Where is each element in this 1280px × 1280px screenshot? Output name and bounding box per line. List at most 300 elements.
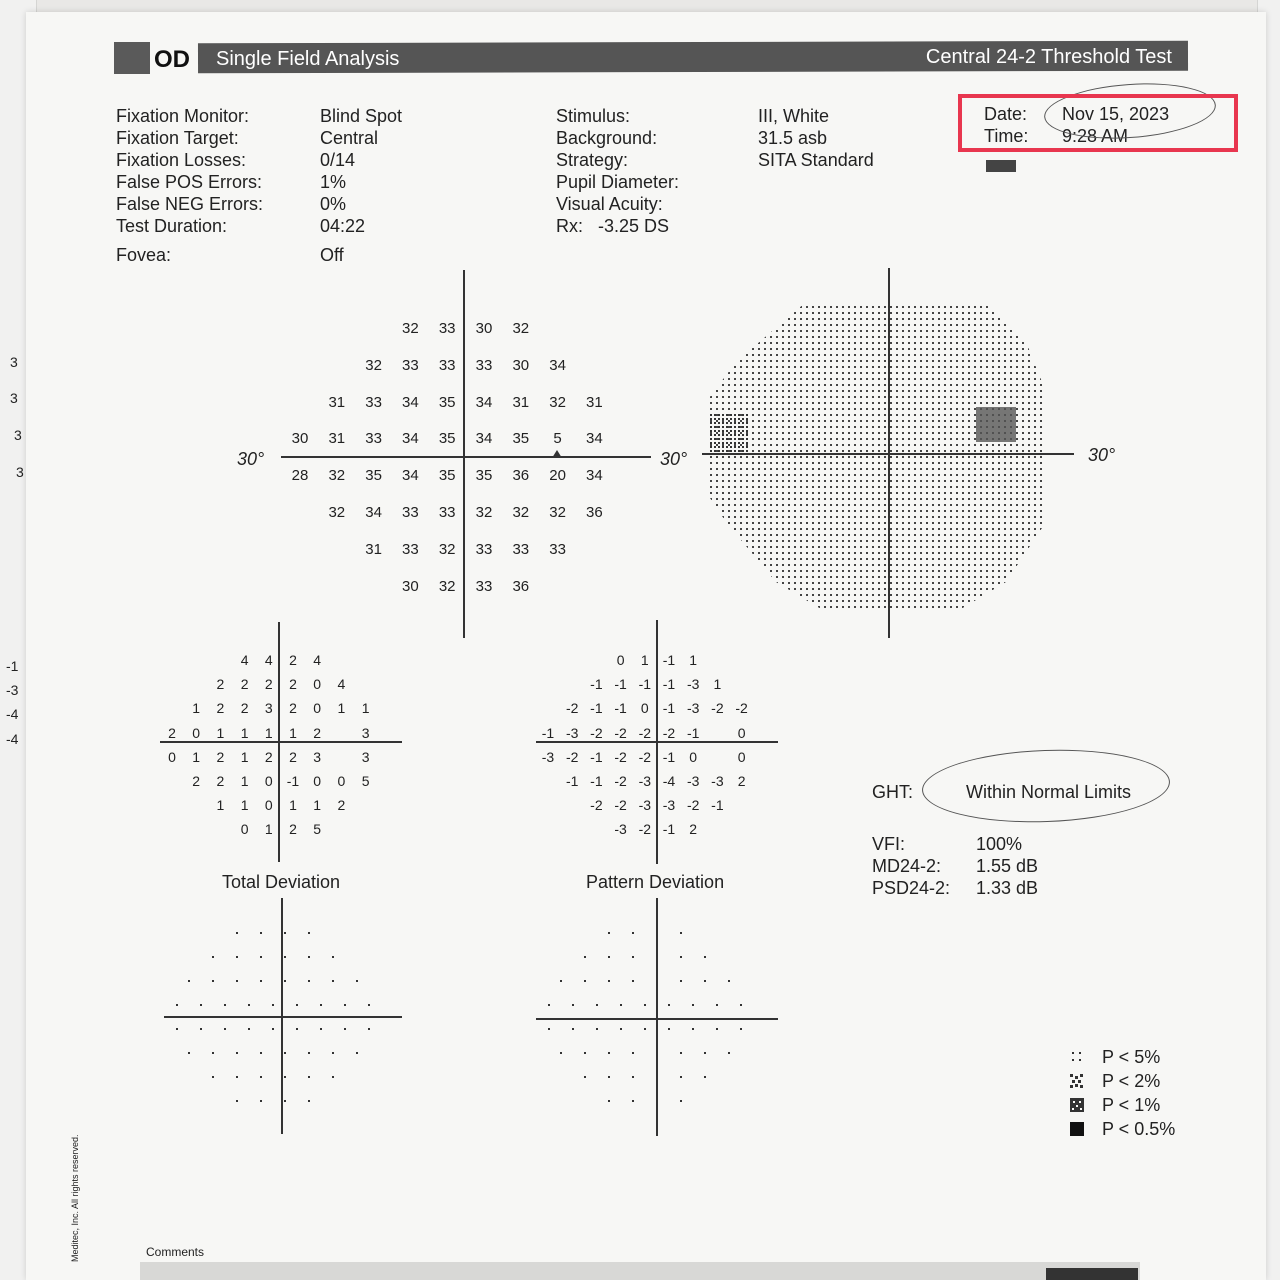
index-value: 100% xyxy=(976,834,1023,854)
pattern-deviation-value: -1 xyxy=(614,700,627,717)
threshold-value: 34 xyxy=(402,467,419,485)
param-value: III, White xyxy=(758,106,830,126)
margin-number: -4 xyxy=(6,731,19,747)
pattern-deviation-dot xyxy=(704,980,706,982)
pattern-deviation-value: -1 xyxy=(662,821,676,838)
threshold-value: 35 xyxy=(475,467,493,485)
total-deviation-dot xyxy=(224,1004,226,1006)
pattern-deviation-value: -3 xyxy=(638,773,652,789)
total-deviation-value: 2 xyxy=(313,724,322,741)
total-deviation-dot xyxy=(308,932,310,934)
threshold-value: 36 xyxy=(512,467,530,485)
total-deviation-dot xyxy=(356,1052,358,1054)
total-deviation-value: 2 xyxy=(240,676,249,693)
threshold-value: 35 xyxy=(438,393,456,411)
total-deviation-value: 1 xyxy=(216,797,225,814)
pattern-deviation-dot xyxy=(620,1028,622,1030)
total-deviation-value: 2 xyxy=(192,773,201,789)
total-deviation-value: 1 xyxy=(289,797,297,814)
total-deviation-dot xyxy=(368,1004,370,1006)
pattern-deviation-value: 0 xyxy=(689,748,698,765)
pattern-deviation-dot xyxy=(728,1052,730,1054)
threshold-value: 31 xyxy=(365,540,382,558)
pattern-deviation-dot xyxy=(656,1100,658,1102)
total-deviation-value: 0 xyxy=(264,797,273,814)
total-deviation-dot xyxy=(212,1076,214,1078)
param-label: Fixation Target: xyxy=(116,128,239,148)
total-deviation-value: 2 xyxy=(216,773,225,789)
ink-mark xyxy=(986,160,1016,172)
pattern-deviation-value: -2 xyxy=(638,724,652,741)
pattern-deviation-dot xyxy=(548,1004,550,1006)
p2-symbol xyxy=(1070,1074,1084,1088)
pattern-deviation-dot xyxy=(632,1100,634,1102)
total-deviation-dot xyxy=(272,1028,274,1030)
time-value: 9:28 AM xyxy=(1062,126,1129,146)
threshold-value: 31 xyxy=(512,393,530,411)
total-deviation-dot xyxy=(344,1028,346,1030)
param-label: Pupil Diameter: xyxy=(556,172,680,192)
pattern-deviation-dot xyxy=(740,1004,742,1006)
total-deviation-value: 1 xyxy=(240,724,249,741)
total-deviation-dot xyxy=(176,1028,178,1030)
pattern-deviation-dot xyxy=(656,956,658,958)
legend-p5: P < 5% xyxy=(1102,1047,1161,1067)
total-deviation-dot xyxy=(212,980,214,982)
ght-value: Within Normal Limits xyxy=(966,782,1132,802)
total-deviation-value: 2 xyxy=(168,724,176,741)
total-deviation-value: 1 xyxy=(313,797,322,814)
threshold-value: 32 xyxy=(549,393,566,411)
threshold-value: 34 xyxy=(475,430,493,448)
pattern-deviation-dot xyxy=(632,956,634,958)
total-deviation-dot xyxy=(344,1004,346,1006)
threshold-value: 32 xyxy=(402,320,419,337)
total-deviation-dot xyxy=(332,1076,334,1078)
pattern-deviation-dot xyxy=(560,1052,562,1054)
param-value: Central xyxy=(320,128,379,148)
total-deviation-dot xyxy=(284,1100,286,1102)
margin-number: 3 xyxy=(10,390,18,406)
total-deviation-dot xyxy=(236,956,238,958)
margin-number: 3 xyxy=(10,354,18,370)
total-deviation-dot xyxy=(176,1004,178,1006)
threshold-value: 32 xyxy=(512,504,530,521)
threshold-value: 35 xyxy=(365,467,382,485)
pattern-deviation-dot xyxy=(572,1028,574,1030)
total-deviation-value: 1 xyxy=(361,700,370,717)
total-deviation-value: 1 xyxy=(264,821,273,838)
vertical-axis xyxy=(463,270,465,638)
total-deviation-dot xyxy=(248,1004,250,1006)
pattern-deviation-value: -3 xyxy=(686,773,700,789)
total-deviation-value: 3 xyxy=(313,748,322,765)
threshold-value: 5 xyxy=(553,430,562,448)
pattern-deviation-dot xyxy=(716,1004,718,1006)
prob-horizontal-axis xyxy=(164,1016,402,1018)
pattern-deviation-value: -1 xyxy=(590,676,603,693)
threshold-value: 32 xyxy=(475,504,493,521)
blind-spot-marker xyxy=(552,450,562,458)
total-deviation-value: 0 xyxy=(337,773,346,789)
total-deviation-dot xyxy=(332,956,334,958)
threshold-value: 32 xyxy=(328,504,346,521)
threshold-value: 36 xyxy=(512,577,530,595)
pattern-deviation-value: -3 xyxy=(541,748,555,765)
pattern-deviation-value: -2 xyxy=(590,797,603,814)
threshold-value: 30 xyxy=(402,577,419,595)
total-deviation-dot xyxy=(236,980,238,982)
total-deviation-dot xyxy=(272,1004,274,1006)
ght-label: GHT: xyxy=(872,782,914,802)
total-deviation-dot xyxy=(260,1076,262,1078)
margin-number: 3 xyxy=(16,464,24,480)
param-label: Fovea: xyxy=(116,245,172,265)
pattern-deviation-dot xyxy=(680,980,682,982)
total-deviation-dot xyxy=(188,1052,190,1054)
total-deviation-value: 0 xyxy=(313,676,322,693)
pattern-deviation-dot xyxy=(728,980,730,982)
param-label: False NEG Errors: xyxy=(116,194,264,214)
threshold-value: 34 xyxy=(586,467,603,485)
comments-box xyxy=(140,1262,1140,1280)
grayscale-field xyxy=(706,302,1046,612)
pattern-deviation-dot xyxy=(656,1052,658,1054)
total-deviation-value: 4 xyxy=(264,652,273,668)
threshold-value: 31 xyxy=(328,393,346,411)
pattern-deviation-dot xyxy=(608,1052,610,1054)
param-label: Strategy: xyxy=(556,150,629,170)
grayscale-svg xyxy=(686,282,1086,642)
comments-label: Comments xyxy=(146,1245,205,1259)
horizontal-axis xyxy=(160,741,402,743)
threshold-value: 30 xyxy=(512,356,530,374)
threshold-value: 35 xyxy=(438,430,456,448)
pattern-deviation-value: -1 xyxy=(565,773,579,789)
pattern-deviation-value: -4 xyxy=(662,773,676,789)
total-deviation-value: 0 xyxy=(192,724,201,741)
total-deviation-dot xyxy=(284,1052,286,1054)
param-label: False POS Errors: xyxy=(116,172,263,192)
threshold-value: 33 xyxy=(475,577,493,595)
total-deviation-dot xyxy=(200,1028,202,1030)
threshold-value: 34 xyxy=(586,430,603,448)
total-deviation-dot xyxy=(236,932,238,934)
pattern-deviation-dot xyxy=(740,1028,742,1030)
param-label: Test Duration: xyxy=(116,216,228,236)
threshold-value: 34 xyxy=(365,504,382,521)
pattern-deviation-dot xyxy=(584,1076,586,1078)
axis-label-left: 30° xyxy=(660,449,688,469)
pattern-deviation-value: 2 xyxy=(737,773,746,789)
pattern-deviation-value: -2 xyxy=(565,700,579,717)
pattern-deviation-value: 0 xyxy=(737,724,746,741)
pattern-deviation-value: -1 xyxy=(662,748,676,765)
threshold-value: 30 xyxy=(291,430,309,448)
pattern-deviation-value: 1 xyxy=(713,676,722,693)
total-deviation-value: 2 xyxy=(216,748,225,765)
total-deviation-value: 0 xyxy=(264,773,273,789)
pattern-deviation-value: -2 xyxy=(711,700,724,717)
pattern-deviation-value: -3 xyxy=(711,773,724,789)
threshold-value: 32 xyxy=(438,540,456,558)
pattern-deviation-value: -2 xyxy=(565,748,579,765)
pattern-deviation-value: -1 xyxy=(638,676,652,693)
total-deviation-value: 1 xyxy=(240,797,249,814)
pattern-deviation-dot xyxy=(644,1004,646,1006)
pattern-deviation-value: -1 xyxy=(590,748,603,765)
total-deviation-title: Total Deviation xyxy=(222,872,341,892)
total-deviation-value: 5 xyxy=(361,773,370,789)
pattern-deviation-dot xyxy=(692,1004,694,1006)
pattern-deviation-dot xyxy=(596,1028,598,1030)
pattern-deviation-dot xyxy=(584,1052,586,1054)
total-deviation-dot xyxy=(284,956,286,958)
threshold-value: 33 xyxy=(475,540,493,558)
pattern-deviation-value: -2 xyxy=(735,700,748,717)
threshold-value: 34 xyxy=(475,393,493,411)
pattern-deviation-dot xyxy=(680,1052,682,1054)
total-deviation-dot xyxy=(320,1028,322,1030)
pattern-deviation-dot xyxy=(656,1076,658,1078)
pattern-deviation-dot xyxy=(620,1004,622,1006)
total-deviation-dot xyxy=(332,980,334,982)
param-value: Blind Spot xyxy=(320,106,403,126)
threshold-value: 35 xyxy=(438,467,456,485)
total-deviation-dot xyxy=(260,980,262,982)
pattern-deviation-value: -1 xyxy=(590,773,603,789)
param-label: Stimulus: xyxy=(556,106,631,126)
pattern-deviation-dot xyxy=(548,1028,550,1030)
pattern-deviation-value: -3 xyxy=(686,700,700,717)
total-deviation-value: 2 xyxy=(337,797,346,814)
pattern-deviation-value: -3 xyxy=(565,724,579,741)
pattern-deviation-dot xyxy=(704,1076,706,1078)
total-deviation-dot xyxy=(260,956,262,958)
total-deviation-value: 2 xyxy=(216,700,225,717)
total-deviation-dot xyxy=(308,980,310,982)
pattern-deviation-dot xyxy=(680,1076,682,1078)
total-deviation-dot xyxy=(188,980,190,982)
threshold-value: 33 xyxy=(438,320,456,337)
pattern-deviation-value: -1 xyxy=(686,724,700,741)
pattern-deviation-value: -2 xyxy=(614,748,627,765)
threshold-value: 33 xyxy=(438,356,456,374)
pattern-deviation-value: -2 xyxy=(614,724,627,741)
axis-label-30: 30° xyxy=(237,449,265,469)
axis-label-right: 30° xyxy=(1088,445,1116,465)
pattern-deviation-value: -2 xyxy=(638,748,652,765)
threshold-value: 32 xyxy=(512,320,530,337)
total-deviation-value: 2 xyxy=(289,652,297,668)
legend-p2: P < 2% xyxy=(1102,1071,1161,1091)
pattern-deviation-dot xyxy=(632,932,634,934)
total-deviation-value: 4 xyxy=(240,652,249,668)
legend-p1: P < 1% xyxy=(1102,1095,1161,1115)
threshold-value: 32 xyxy=(328,467,346,485)
index-label: PSD24-2: xyxy=(872,878,951,898)
total-deviation-value: 3 xyxy=(361,748,370,765)
pattern-deviation-dot xyxy=(692,1028,694,1030)
pattern-deviation-value: 0 xyxy=(737,748,746,765)
param-value: -3.25 DS xyxy=(598,216,670,236)
pattern-deviation-value: 2 xyxy=(689,821,698,838)
index-value: 1.55 dB xyxy=(976,856,1039,876)
param-value: SITA Standard xyxy=(758,150,874,170)
pattern-deviation-value: -2 xyxy=(638,821,652,838)
total-deviation-dot xyxy=(284,1076,286,1078)
threshold-value: 32 xyxy=(438,577,456,595)
total-deviation-dot xyxy=(332,1052,334,1054)
total-deviation-value: 0 xyxy=(168,748,176,765)
threshold-value: 34 xyxy=(402,430,419,448)
param-value: 04:22 xyxy=(320,216,366,236)
pattern-deviation-dot xyxy=(608,1076,610,1078)
total-deviation-dot xyxy=(296,1028,298,1030)
footer-bar xyxy=(1046,1268,1138,1280)
pattern-deviation-value: -1 xyxy=(614,676,627,693)
threshold-value: 33 xyxy=(549,540,566,558)
pattern-deviation-dot xyxy=(632,1076,634,1078)
pattern-deviation-dot xyxy=(656,980,658,982)
total-deviation-dot xyxy=(356,980,358,982)
total-deviation-value: -1 xyxy=(286,773,300,789)
total-deviation-value: 2 xyxy=(264,748,273,765)
total-deviation-value: 4 xyxy=(337,676,346,693)
pattern-deviation-dot xyxy=(656,932,658,934)
total-deviation-value: 2 xyxy=(240,700,249,717)
total-deviation-dot xyxy=(308,1100,310,1102)
param-label: Fixation Monitor: xyxy=(116,106,250,126)
threshold-value: 33 xyxy=(512,540,530,558)
total-deviation-value: 1 xyxy=(240,748,249,765)
threshold-value: 31 xyxy=(586,393,603,411)
total-deviation-value: 0 xyxy=(313,773,322,789)
total-deviation-dot xyxy=(284,932,286,934)
param-label: Visual Acuity: xyxy=(556,194,663,214)
param-value: 1% xyxy=(320,172,347,192)
threshold-value: 32 xyxy=(549,504,566,521)
pattern-deviation-dot xyxy=(608,932,610,934)
horizontal-axis xyxy=(702,453,1074,455)
total-deviation-dot xyxy=(308,1076,310,1078)
p5-symbol xyxy=(1070,1050,1084,1064)
total-deviation-value: 2 xyxy=(289,676,297,693)
threshold-value: 33 xyxy=(365,430,382,448)
pattern-deviation-value: -3 xyxy=(614,821,627,838)
pattern-deviation-dot xyxy=(704,956,706,958)
pattern-deviation-dot xyxy=(704,1052,706,1054)
pattern-deviation-dot xyxy=(680,1100,682,1102)
total-deviation-value: 2 xyxy=(264,676,273,693)
highlight-box xyxy=(958,94,1238,152)
pattern-deviation-dot xyxy=(668,1028,670,1030)
index-label: VFI: xyxy=(872,834,906,854)
pattern-deviation-value: 0 xyxy=(640,700,649,717)
p1-symbol xyxy=(1070,1098,1084,1112)
pattern-deviation-dot xyxy=(584,980,586,982)
p05-symbol xyxy=(1070,1122,1084,1136)
pattern-deviation-dot xyxy=(632,1052,634,1054)
pattern-deviation-value: -1 xyxy=(541,724,555,741)
pattern-deviation-value: -3 xyxy=(638,797,652,814)
prob-horizontal-axis xyxy=(536,1018,778,1020)
date-label: Date: xyxy=(984,104,1028,124)
copyright-text: Meditec, Inc. All rights reserved. xyxy=(70,1134,80,1262)
pattern-deviation-dot xyxy=(596,1004,598,1006)
total-deviation-dot xyxy=(236,1100,238,1102)
total-deviation-value: 2 xyxy=(289,700,297,717)
param-label: Fixation Losses: xyxy=(116,150,247,170)
total-deviation-dot xyxy=(248,1028,250,1030)
threshold-value: 31 xyxy=(328,430,346,448)
pattern-deviation-dot xyxy=(644,1028,646,1030)
total-deviation-value: 1 xyxy=(337,700,346,717)
pattern-deviation-value: 1 xyxy=(640,652,649,668)
threshold-value: 20 xyxy=(549,467,566,485)
total-deviation-value: 0 xyxy=(240,821,249,838)
legend-p05: P < 0.5% xyxy=(1102,1119,1176,1139)
date-value: Nov 15, 2023 xyxy=(1062,104,1170,124)
pattern-deviation-value: 1 xyxy=(689,652,698,668)
param-value: Off xyxy=(320,245,344,265)
param-label: Rx: xyxy=(556,216,583,236)
pattern-deviation-dot xyxy=(680,932,682,934)
total-deviation-dot xyxy=(212,1052,214,1054)
horizontal-axis xyxy=(281,456,651,458)
threshold-value: 36 xyxy=(586,504,603,521)
pattern-deviation-value: -2 xyxy=(686,797,700,814)
total-deviation-dot xyxy=(260,932,262,934)
param-value: 31.5 asb xyxy=(758,128,828,148)
param-value: 0/14 xyxy=(320,150,356,170)
total-deviation-dot xyxy=(236,1076,238,1078)
total-deviation-value: 2 xyxy=(289,748,297,765)
pattern-deviation-dot xyxy=(632,980,634,982)
eye-label: OD xyxy=(154,46,190,73)
total-deviation-dot xyxy=(224,1028,226,1030)
margin-number: -3 xyxy=(6,682,19,698)
test-name: Central 24-2 Threshold Test xyxy=(925,46,1172,68)
pattern-deviation-dot xyxy=(608,956,610,958)
total-deviation-dot xyxy=(308,956,310,958)
report-page xyxy=(26,12,1266,1280)
total-deviation-value: 3 xyxy=(264,700,273,717)
pattern-deviation-dot xyxy=(584,956,586,958)
pattern-deviation-dot xyxy=(608,980,610,982)
pattern-deviation-value: -1 xyxy=(662,652,676,668)
blind-spot-shading xyxy=(976,407,1016,442)
pattern-deviation-dot xyxy=(560,980,562,982)
total-deviation-value: 3 xyxy=(361,724,370,741)
param-value: 0% xyxy=(320,194,347,214)
pattern-deviation-value: -2 xyxy=(614,797,627,814)
total-deviation-value: 1 xyxy=(240,773,249,789)
total-deviation-value: 5 xyxy=(313,821,322,838)
horizontal-axis xyxy=(536,741,778,743)
margin-number: -4 xyxy=(6,706,19,722)
total-deviation-value: 2 xyxy=(216,676,225,693)
pattern-deviation-dot xyxy=(572,1004,574,1006)
pattern-deviation-value: -2 xyxy=(614,773,627,789)
threshold-value: 34 xyxy=(549,356,566,374)
total-deviation-value: 1 xyxy=(264,724,273,741)
total-deviation-dot xyxy=(236,1052,238,1054)
pattern-deviation-dot xyxy=(680,956,682,958)
total-deviation-value: 2 xyxy=(289,821,297,838)
threshold-value: 33 xyxy=(402,504,419,521)
total-deviation-dot xyxy=(200,1004,202,1006)
